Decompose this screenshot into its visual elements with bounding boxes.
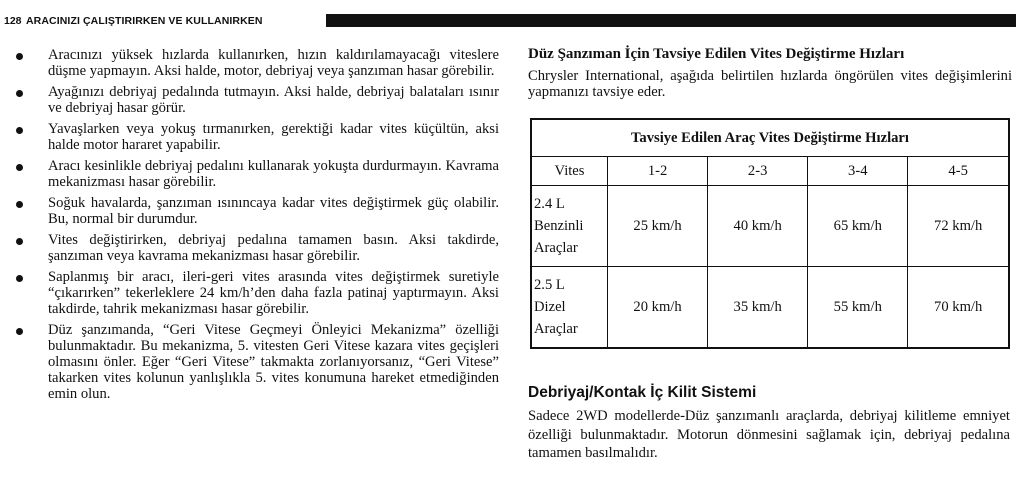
table-cell: 25 km/h <box>608 186 708 267</box>
section-heading: Debriyaj/Kontak İç Kilit Sistemi <box>528 384 757 401</box>
list-item: Vites değiştirirken, debriyaj pedalına tamamen basın. Aksi takdirde, şanzıman veya kavrama mekanizması hasar görebilir. <box>14 232 499 264</box>
bullet-icon <box>16 238 23 245</box>
row-label: 2.4 L Benzinli Araçlar <box>531 186 608 267</box>
bullet-icon <box>16 90 23 97</box>
table-row <box>531 186 1009 267</box>
list-item: Düz şanzımanda, “Geri Vitese Geçmeyi Önleyici Mekanizma” özelliği bulunmaktadır. Bu mekanizma, 5. vitesten Geri Vitese kazara vites geçişleri olmasını önler. Eğer “Geri Vitese” takmakta zorlanıyorsanız, “Geri Vitese” takarken vites kolunun yanlışlıkla 5. vites konumuna hareket etmediğinden emin olun. <box>14 322 499 402</box>
table-cell: 55 km/h <box>808 267 908 349</box>
page-number: 128 <box>4 15 22 27</box>
table-header-cell: Vites <box>531 157 608 186</box>
header-rule <box>326 14 1016 27</box>
table-header-cell: 3-4 <box>808 157 908 186</box>
table-cell: 70 km/h <box>908 267 1009 349</box>
table-row <box>531 267 1009 349</box>
running-title: ARACINIZI ÇALIŞTIRIRKEN VE KULLANIRKEN <box>26 15 263 27</box>
table-header-cell: 4-5 <box>908 157 1009 186</box>
table-cell: 65 km/h <box>808 186 908 267</box>
shift-speed-table <box>530 118 1010 349</box>
table-cell: 20 km/h <box>608 267 708 349</box>
list-item: Ayağınızı debriyaj pedalında tutmayın. Aksi halde, debriyaj balataları ısınır ve debriyaj hasar görür. <box>14 84 499 116</box>
section-paragraph: Chrysler International, aşağıda belirtilen hızlarda öngörülen vites değişimlerini yapmanızı tavsiye eder. <box>528 68 1012 100</box>
table-header-cell: 1-2 <box>608 157 708 186</box>
bullet-icon <box>16 275 23 282</box>
bullet-icon <box>16 201 23 208</box>
section-paragraph: Sadece 2WD modellerde-Düz şanzımanlı araçlarda, debriyaj kilitleme emniyet özelliği bulunmaktadır. Motorun dönmesini sağlamak için, debriyaj pedalına tamamen basılmalıdır. <box>528 408 1010 461</box>
table-caption: Tavsiye Edilen Araç Vites Değiştirme Hızları <box>531 119 1009 157</box>
list-item: Soğuk havalarda, şanzıman ısınıncaya kadar vites değiştirmek güç olabilir. Bu, normal bir durumdur. <box>14 195 499 227</box>
table-cell: 35 km/h <box>708 267 808 349</box>
table-cell: 40 km/h <box>708 186 808 267</box>
bullet-icon <box>16 164 23 171</box>
page-header <box>4 12 1020 30</box>
table-header-cell: 2-3 <box>708 157 808 186</box>
section-title: Düz Şanzıman İçin Tavsiye Edilen Vites Değiştirme Hızları <box>528 46 905 62</box>
row-label: 2.5 L Dizel Araçlar <box>531 267 608 349</box>
right-column <box>528 45 1012 100</box>
bullet-icon <box>16 328 23 335</box>
table-header-row <box>531 157 1009 186</box>
bullet-icon <box>16 127 23 134</box>
table-cell: 72 km/h <box>908 186 1009 267</box>
list-item: Yavaşlarken veya yokuş tırmanırken, gerektiği kadar vites küçültün, aksi halde motor hararet yapabilir. <box>14 121 499 153</box>
list-item: Aracı kesinlikle debriyaj pedalını kullanarak yokuşta durdurmayın. Kavrama mekanizması hasar görebilir. <box>14 158 499 190</box>
bullet-list <box>14 47 499 407</box>
list-item: Aracınızı yüksek hızlarda kullanırken, hızın kaldırılamayacağı viteslere düşme yapmayın. Aksi halde, motor, debriyaj veya şanzıman hasar görebilir. <box>14 47 499 79</box>
list-item: Saplanmış bir aracı, ileri-geri vites arasında vites değiştirmek suretiyle “çıkarırken” tekerleklere 24 km/h’den daha fazla patinaj yaptırmayın. Aksi takdirde, tahrik mekanizması hasar görebilir. <box>14 269 499 317</box>
bullet-icon <box>16 53 23 60</box>
